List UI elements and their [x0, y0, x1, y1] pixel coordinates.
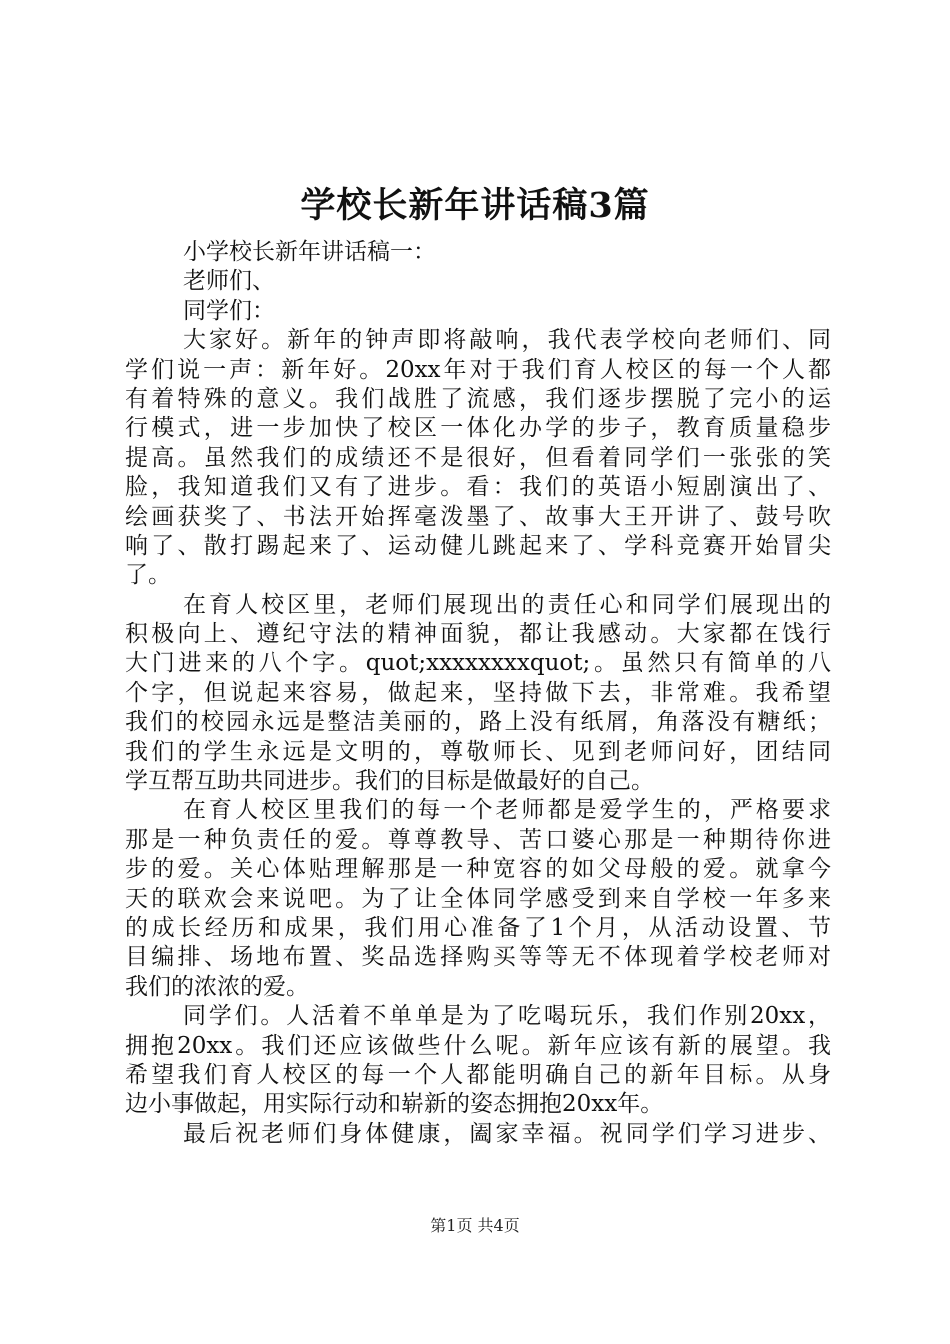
text-line: 天的联欢会来说吧。为了让全体同学感受到来自学校一年多来 — [125, 885, 831, 912]
text-line: 大家好。新年的钟声即将敲响，我代表学校向老师们、同 — [183, 327, 831, 354]
document-title: 学校长新年讲话稿3篇 — [300, 185, 650, 226]
text-line: 有着特殊的意义。我们战胜了流感，我们逐步摆脱了完小的运 — [125, 385, 831, 412]
text-line: 学互帮互助共同进步。我们的目标是做最好的自己。 — [125, 768, 654, 795]
text-line: 老师们、 — [183, 268, 275, 295]
page-footer: 第1页 共4页 — [430, 1216, 520, 1235]
text-line: 绘画获奖了、书法开始挥毫泼墨了、故事大王开讲了、鼓号吹 — [125, 503, 831, 530]
text-line: 我们的校园永远是整洁美丽的，路上没有纸屑，角落没有糖纸； — [125, 709, 831, 736]
text-line: 最后祝老师们身体健康，阖家幸福。祝同学们学习进步、 — [183, 1120, 831, 1147]
text-line: 目编排、场地布置、奖品选择购买等等无不体现着学校老师对 — [125, 944, 831, 971]
text-line: 那是一种负责任的爱。尊尊教导、苦口婆心那是一种期待你进 — [125, 826, 831, 853]
text-line: 个字，但说起来容易，做起来，坚持做下去，非常难。我希望 — [125, 679, 831, 706]
text-line: 步的爱。关心体贴理解那是一种宽容的如父母般的爱。就拿今 — [125, 856, 831, 883]
text-line: 拥抱20xx。我们还应该做些什么呢。新年应该有新的展望。我 — [125, 1032, 831, 1059]
text-line: 大门进来的八个字。quot;xxxxxxxxquot;。虽然只有简单的八 — [125, 650, 831, 677]
text-line: 积极向上、遵纪守法的精神面貌，都让我感动。大家都在饯行 — [125, 621, 831, 648]
text-line: 了。 — [125, 562, 171, 589]
text-line: 边小事做起，用实际行动和崭新的姿态拥抱20xx年。 — [125, 1091, 664, 1118]
text-line: 脸，我知道我们又有了进步。看：我们的英语小短剧演出了、 — [125, 474, 831, 501]
text-line: 在育人校区里我们的每一个老师都是爱学生的，严格要求 — [183, 797, 831, 824]
text-line: 我们的学生永远是文明的，尊敬师长、见到老师问好，团结同 — [125, 738, 831, 765]
text-line: 同学们。人活着不单单是为了吃喝玩乐，我们作别20xx， — [183, 1003, 831, 1030]
text-line: 小学校长新年讲话稿一： — [183, 239, 436, 265]
text-line: 在育人校区里，老师们展现出的责任心和同学们展现出的 — [183, 591, 831, 618]
text-line: 的成长经历和成果，我们用心准备了1个月，从活动设置、节 — [125, 914, 831, 941]
text-line: 同学们： — [183, 297, 275, 324]
text-line: 提高。虽然我们的成绩还不是很好，但看着同学们一张张的笑 — [125, 444, 831, 471]
text-line: 希望我们育人校区的每一个人都能明确自己的新年目标。从身 — [125, 1061, 831, 1088]
text-line: 行模式，进一步加快了校区一体化办学的步子，教育质量稳步 — [125, 415, 831, 442]
text-line: 学们说一声：新年好。20xx年对于我们育人校区的每一个人都 — [125, 356, 831, 383]
document-body — [125, 238, 831, 1149]
text-line: 响了、散打踢起来了、运动健儿跳起来了、学科竞赛开始冒尖 — [125, 532, 831, 559]
text-line: 我们的浓浓的爱。 — [125, 973, 309, 1000]
